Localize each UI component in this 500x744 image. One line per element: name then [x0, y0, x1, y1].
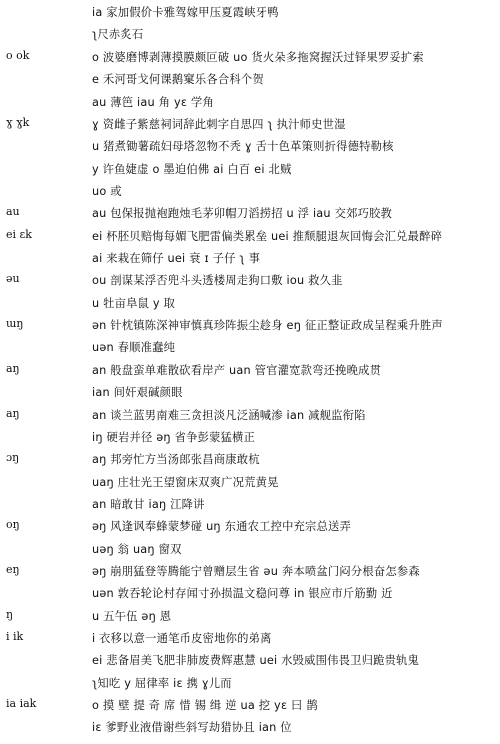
- row-text: o 波婆磨博剥薄摸膜颇叵破 uo 货火朵多拖窝握沃过铎果罗妥扩索: [92, 51, 424, 64]
- row-label: ei ɛk: [6, 228, 32, 241]
- row-text: uaŋ 庄壮光王望窗床双爽广况荒黄晃: [92, 476, 279, 489]
- row-text: ɣ 资雌子紫慈祠词辞此刺字自思四 ʅ 执汁师史世湿: [92, 118, 346, 131]
- row-text: au 包保报抛袍跑烛毛茅卯帽刀滔捞招 u 浮 iau 交郊巧胶教: [92, 207, 393, 220]
- row-label: au: [6, 205, 20, 218]
- row-text: ian 间奸艰碱颜眼: [92, 386, 183, 399]
- row-label: o ok: [6, 49, 30, 62]
- row-text: ei 杯胚贝赔悔每媚飞肥雷偏类累垒 uei 推颓腿退灰回悔会汇兑最醉碎: [92, 230, 443, 243]
- row-label: ɣ ɣk: [6, 116, 30, 129]
- row-text: uən 敦吞轮论村存闻寸孙损温文稳问尊 in 银应市斤筋勤 近: [92, 587, 393, 600]
- row-text: e 禾河哥戈何课鹅窠乐各合科个贺: [92, 73, 264, 86]
- row-text: an 谈兰蓝男南难三贪担淡凡泛涵喊渗 ian 减舰监衔陷: [92, 409, 366, 422]
- row-text: i 衣移以意一通笔币皮密地你的弟离: [92, 632, 272, 645]
- row-text: uo 或: [92, 185, 122, 198]
- row-text: ʅ尺赤炙石: [92, 28, 144, 41]
- row-text: an 般盘蛮单难散砍看岸产 uan 管官灌宽款弯还挽晚成贯: [92, 364, 382, 377]
- row-label: ɯŋ: [6, 317, 24, 330]
- row-text: iŋ 硬岩并径 əŋ 省争彭蒙猛横正: [92, 431, 256, 444]
- row-text: əŋ 崩朋猛登等腾能宁曾赠层生省 əu 奔本喷盆门闷分根奋怎参森: [92, 565, 420, 578]
- row-text: aŋ 邦旁忙方当汤郎张昌商康敢杭: [92, 453, 260, 466]
- row-label: eŋ: [6, 563, 20, 576]
- row-label: aŋ: [6, 362, 20, 375]
- row-label: ɔŋ: [6, 451, 20, 464]
- row-text: ou 剖谋某浮否兜斗头透楼周走狗口敷 iou 救久韭: [92, 274, 343, 287]
- row-text: u 牡亩阜鼠 y 取: [92, 297, 176, 310]
- row-text: u 五午伍 əŋ 恩: [92, 610, 172, 623]
- row-text: an 暗敢甘 iaŋ 江降讲: [92, 498, 205, 511]
- row-text: uən 春顺准蠢纯: [92, 341, 176, 354]
- row-label: aŋ: [6, 407, 20, 420]
- row-text: au 薄笆 iau 角 yɛ 学角: [92, 96, 214, 109]
- row-text: ia 家加假价卡雅驾嫁甲压夏霞峡牙鸭: [92, 6, 279, 19]
- row-text: uəŋ 翁 uaŋ 窗双: [92, 543, 182, 556]
- row-text: y 许鱼婕虚 o 墨迫伯佛 ai 白百 ei 北贼: [92, 163, 292, 176]
- row-text: əŋ 风逢讽奉蜂蒙梦碰 uŋ 东通农工控中充宗总送弄: [92, 520, 352, 533]
- row-label: ia iak: [6, 697, 37, 710]
- row-label: i ik: [6, 630, 24, 643]
- row-label: əu: [6, 272, 20, 285]
- row-text: ʅ知吃 y 屈律率 iɛ 携 ɣ儿而: [92, 677, 232, 690]
- row-text: ən 针枕镇陈深神审慎真珍阵振尘趁身 eŋ 征正整证政成呈程乘升胜声: [92, 319, 443, 332]
- row-text: iɛ 爹野业液借谢些斜写劫猎协且 ian 位: [92, 721, 292, 734]
- row-label: oŋ: [6, 518, 20, 531]
- row-text: ei 悲备眉美飞肥非肺废费辉惠慧 uei 水毁威围伟畏卫归跪贵轨鬼: [92, 654, 420, 667]
- row-text: u 猪煮锄薯疏妇母塔忽物不秃 ɣ 舌十色革策则折得德特勒核: [92, 140, 394, 153]
- row-text: ai 来栽在筛仔 uei 衰 ɪ 子仔 ʅ 事: [92, 252, 261, 265]
- row-label: ŋ: [6, 608, 14, 621]
- row-text: o 摸 壁 提 奇 席 惜 锡 缉 逆 ua 挖 yɛ 曰 鹊: [92, 699, 318, 712]
